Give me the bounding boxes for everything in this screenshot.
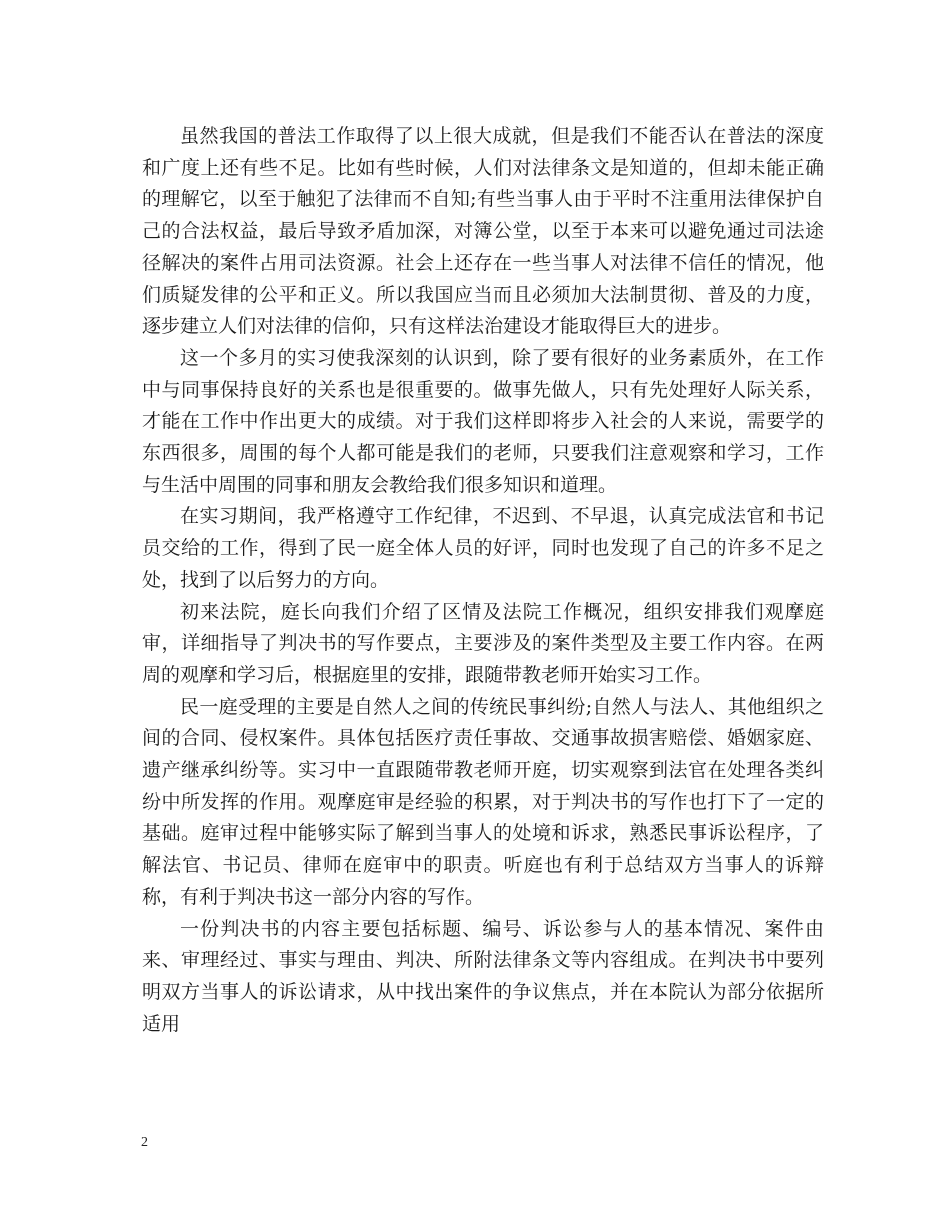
paragraph-6: 一份判决书的内容主要包括标题、编号、诉讼参与人的基本情况、案件由来、审理经过、事实与理由、判决、所附法律条文等内容组成。在判决书中要列明双方当事人的诉讼请求，从中找出案件的争议焦点，并在本院认为部分依据所适用	[142, 917, 824, 1035]
body-text	[142, 121, 824, 1040]
paragraph-5: 民一庭受理的主要是自然人之间的传统民事纠纷;自然人与法人、其他组织之间的合同、侵权案件。具体包括医疗责任事故、交通事故损害赔偿、婚姻家庭、遗产继承纠纷等。实习中一直跟随带教老师开庭，切实观察到法官在处理各类纠纷中所发挥的作用。观摩庭审是经验的积累，对于判决书的写作也打下了一定的基础。庭审过程中能够实际了解到当事人的处境和诉求，熟悉民事诉讼程序，了解法官、书记员、律师在庭审中的职责。听庭也有利于总结双方当事人的诉辩称，有利于判决书这一部分内容的写作。	[142, 695, 824, 908]
paragraph-3: 在实习期间，我严格遵守工作纪律，不迟到、不早退，认真完成法官和书记员交给的工作，得到了民一庭全体人员的好评，同时也发现了自己的许多不足之处，找到了以后努力的方向。	[142, 505, 824, 591]
paragraph-4: 初来法院，庭长向我们介绍了区情及法院工作概况，组织安排我们观摩庭审，详细指导了判决书的写作要点，主要涉及的案件类型及主要工作内容。在两周的观摩和学习后，根据庭里的安排，跟随带教老师开始实习工作。	[142, 600, 824, 686]
page-number: 2	[141, 1135, 148, 1150]
paragraph-2: 这一个多月的实习使我深刻的认识到，除了要有很好的业务素质外，在工作中与同事保持良好的关系也是很重要的。做事先做人，只有先处理好人际关系，才能在工作中作出更大的成绩。对于我们这样即将步入社会的人来说，需要学的东西很多，周围的每个人都可能是我们的老师，只要我们注意观察和学习，工作与生活中周围的同事和朋友会教给我们很多知识和道理。	[142, 346, 824, 496]
paragraph-1: 虽然我国的普法工作取得了以上很大成就，但是我们不能否认在普法的深度和广度上还有些不足。比如有些时候，人们对法律条文是知道的，但却未能正确的理解它，以至于触犯了法律而不自知;有些当事人由于平时不注重用法律保护自己的合法权益，最后导致矛盾加深，对簿公堂，以至于本来可以避免通过司法途径解决的案件占用司法资源。社会上还存在一些当事人对法律不信任的情况，他们质疑发律的公平和正义。所以我国应当而且必须加大法制贯彻、普及的力度，逐步建立人们对法律的信仰，只有这样法治建设才能取得巨大的进步。	[142, 125, 824, 338]
